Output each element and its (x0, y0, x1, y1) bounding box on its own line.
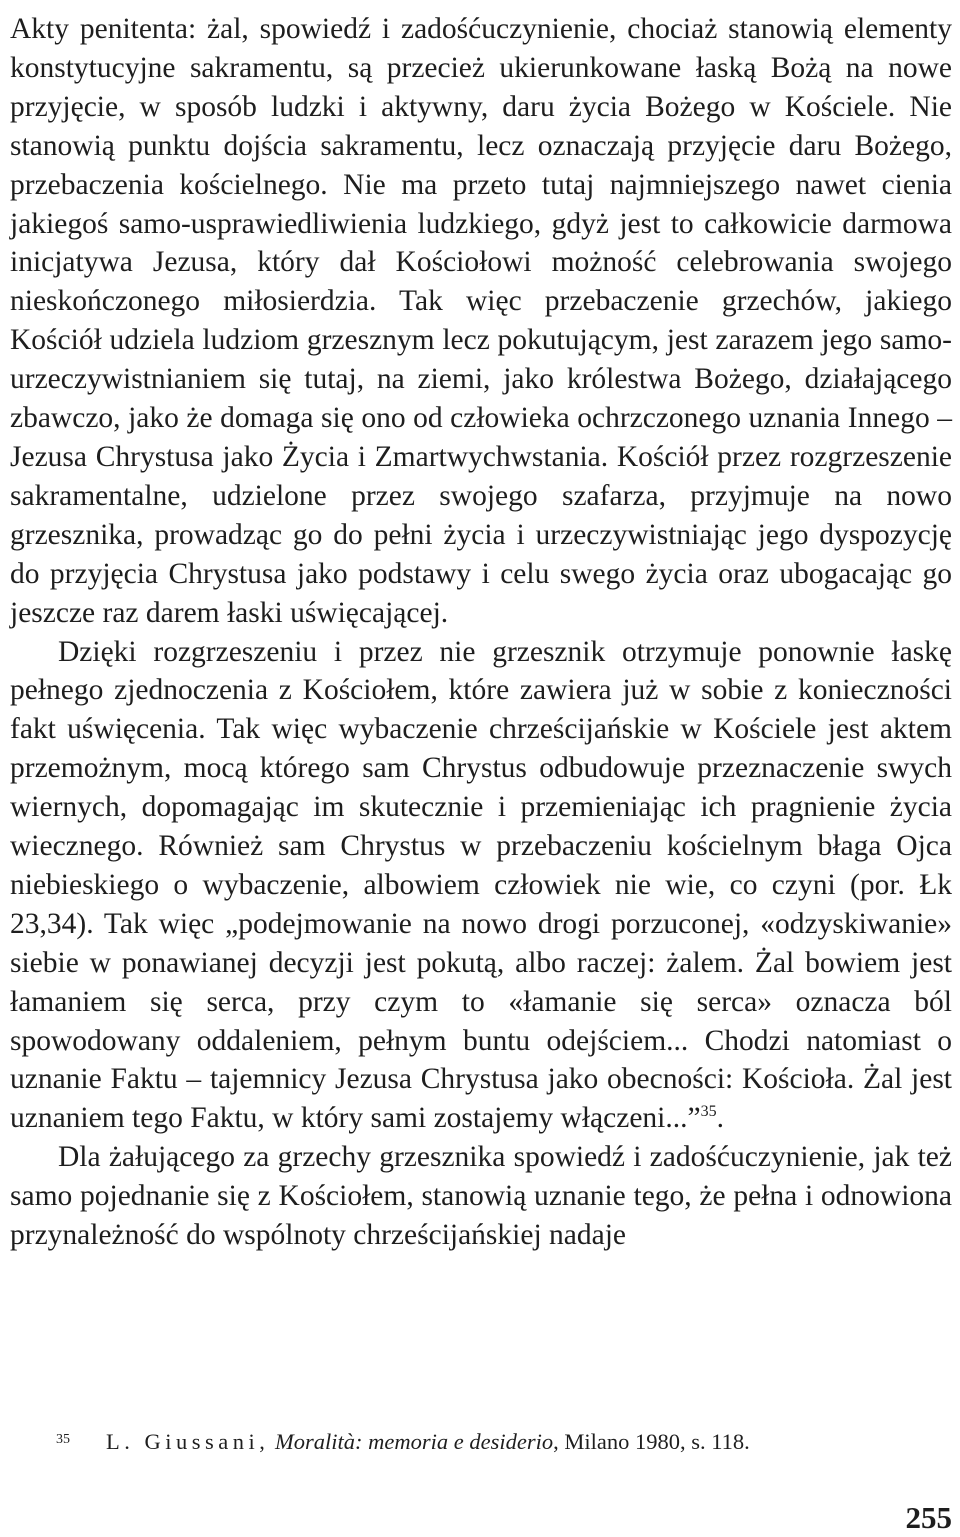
footnote (56, 1427, 936, 1457)
page-number: 255 (905, 1500, 952, 1535)
paragraph-1: Akty penitenta: żal, spowiedź i zadośćuczynienie, chociaż stanowią elementy konstytucyjne sakramentu, są przecież ukierunkowane łaską Bożą na nowe przyjęcie, w sposób ludzki i aktywny, daru życia Bożego w Kościele. Nie stanowią punktu dojścia sakramentu, lecz oznaczają przyjęcie daru Bożego, przebaczenia kościelnego. Nie ma przeto tutaj najmniejszego nawet cienia jakiegoś samo-usprawiedliwienia ludzkiego, gdyż jest to całkowicie darmowa inicjatywa Jezusa, który dał Kościołowi możność celebrowania swojego nieskończonego miłosierdzia. Tak więc przebaczenie grzechów, jakiego Kościół udziela ludziom grzesznym lecz pokutującym, jest zarazem jego samo-urzeczywistnianiem się tutaj, na ziemi, jako królestwa Bożego, działającego zbawczo, jako że domaga się ono od człowieka ochrzczonego uznania Innego – Jezusa Chrystusa jako Życia i Zmartwychwstania. Kościół przez rozgrzeszenie sakramentalne, udzielone przez swojego szafarza, przyjmuje na nowo grzesznika, prowadząc go do pełni życia i urzeczywistniając jego dyspozycję do przyjęcia Chrystusa jako podstawy i celu swego życia oraz ubogacając go jeszcze raz darem łaski uświęcającej. (10, 13, 952, 629)
footnote-title: Moralità: memoria e desiderio (275, 1429, 554, 1454)
footnote-number: 35 (56, 1432, 70, 1447)
footnote-rest: , Milano 1980, s. 118. (553, 1429, 750, 1454)
page-body (10, 10, 952, 1255)
paragraph-2-text: Dzięki rozgrzeszeniu i przez nie grzesznik otrzymuje ponownie łaskę pełnego zjednoczenia z Kościołem, które zawiera już w sobie z konieczności fakt uświęcenia. Tak więc wybaczenie chrześcijańskie w Kościele jest aktem przemożnym, mocą którego sam Chrystus odbudowuje przeznaczenie swych wiernych, dopomagając im skutecznie i przemieniając ich pragnienie życia wiecznego. Również sam Chrystus w przebaczeniu kościelnym błaga Ojca niebieskiego o wybaczenie, albowiem człowiek nie wie, co czyni (por. Łk 23,34). Tak więc „podejmowanie na nowo drogi porzuconej, «odzyskiwanie» siebie w ponawianej decyzji jest pokutą, albo raczej: żalem. Żal bowiem jest łamaniem się serca, przy czym to «łamanie się serca» oznacza ból spowodowany oddaleniem, pełnym buntu odejściem... Chodzi natomiast o uznanie Faktu – tajemnicy Jezusa Chrystusa jako obecności: Kościoła. Żal jest uznaniem tego Faktu, w który sami zostajemy włączeni...” (10, 635, 952, 1135)
footnote-author: L. Giussani, (106, 1429, 270, 1454)
paragraph-2: Dzięki rozgrzeszeniu i przez nie grzesznik otrzymuje ponownie łaskę pełnego zjednoczenia z Kościołem, które zawiera już w sobie z konieczności fakt uświęcenia. Tak więc wybaczenie chrześcijańskie w Kościele jest aktem przemożnym, mocą którego sam Chrystus odbudowuje przeznaczenie swych wiernych, dopomagając im skutecznie i przemieniając ich pragnienie życia wiecznego. Również sam Chrystus w przebaczeniu kościelnym błaga Ojca niebieskiego o wybaczenie, albowiem człowiek nie wie, co czyni (por. Łk 23,34). Tak więc „podejmowanie na nowo drogi porzuconej, «odzyskiwanie» siebie w ponawianej decyzji jest pokutą, albo raczej: żalem. Żal bowiem jest łamaniem się serca, przy czym to «łamanie się serca» oznacza ból spowodowany oddaleniem, pełnym buntu odejściem... Chodzi natomiast o uznanie Faktu – tajemnicy Jezusa Chrystusa jako obecności: Kościoła. Żal jest uznaniem tego Faktu, w który sami zostajemy włączeni...”$^{35}$. (10, 635, 952, 1135)
paragraph-3: Dla żałującego za grzechy grzesznika spowiedź i zadośćuczynienie, jak też samo pojednanie się z Kościołem, stanowią uznanie tego, że pełna i odnowiona przynależność do wspólnoty chrześcijańskiej nadaje (10, 1141, 952, 1252)
footnote-reference: 35 (700, 1103, 717, 1121)
